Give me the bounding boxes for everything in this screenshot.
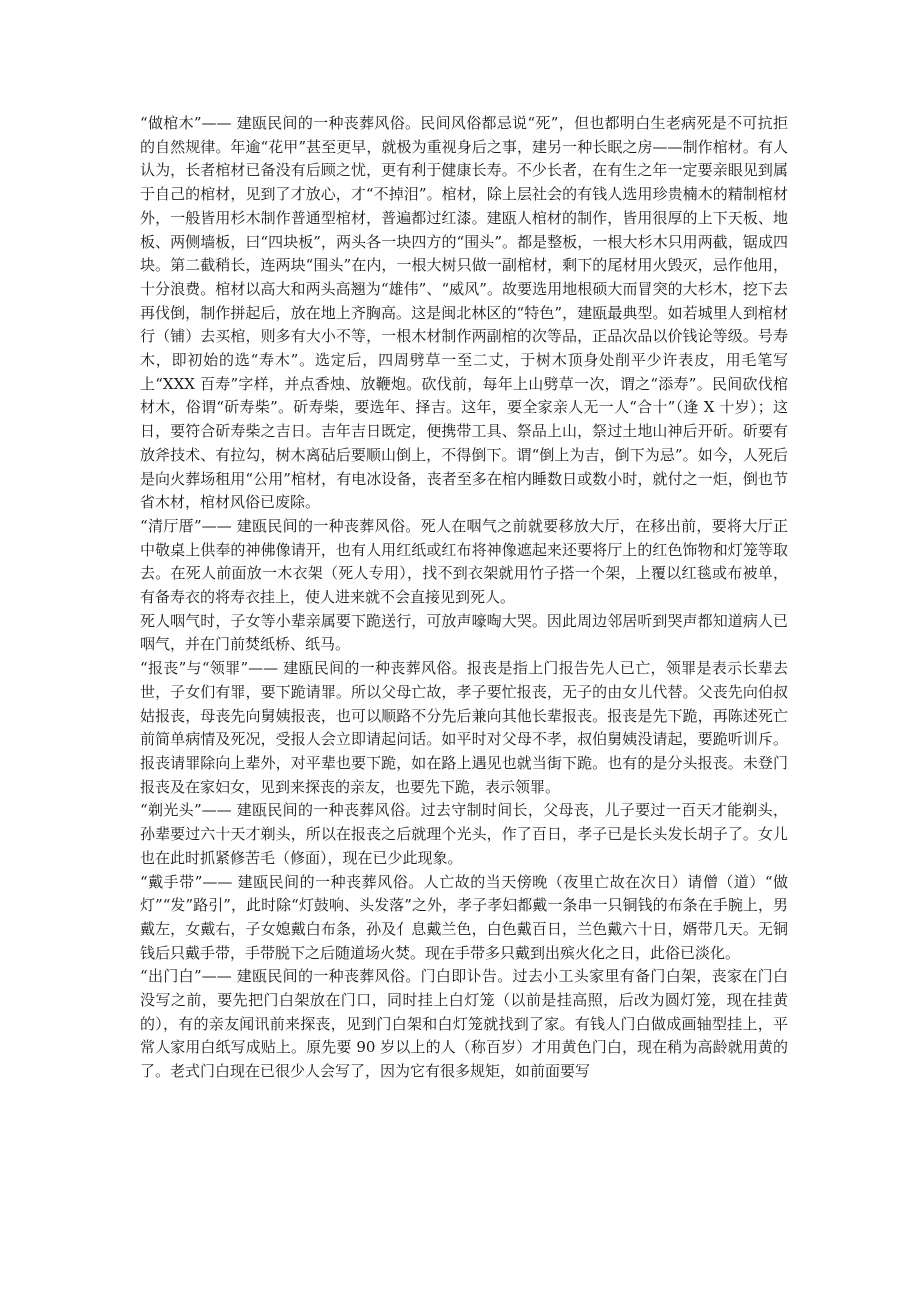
paragraph-chu-men-bai: “出门白”—— 建瓯民间的一种丧葬风俗。门白即讣告。过去小工头家里有备门白架，丧家在门白没写之前，要先把门白架放在门口，同时挂上白灯笼（以前是挂高照，后改为圆灯笼，现在挂黄的），有的亲友闻讯前来探丧，见到门白架和白灯笼就找到了家。有钱人门白做成画轴型挂上，平常人家用白纸写成贴上。原先要 90 岁以上的人（称百岁）才用黄色门白，现在稍为高龄就用黄的了。老式门白现在已很少人会写了，因为它有很多规矩，如前面要写 (140, 967, 788, 1081)
document-body (140, 112, 788, 1084)
paragraph-death-moment: 死人咽气时，子女等小辈亲属要下跪送行，可放声嚎啕大哭。因此周边邻居听到哭声都知道病人已咽气，并在门前焚纸桥、纸马。 (140, 611, 788, 654)
paragraph-zuo-guan-mu: “做棺木”—— 建瓯民间的一种丧葬风俗。民间风俗都忌说“死”，但也都明白生老病死是不可抗拒的自然规律。年逾“花甲”甚至更早，就极为重视身后之事，建另一种长眠之房——制作棺材。有人认为，长者棺材已备没有后顾之忧，更有利于健康长寿。不少长者，在有生之年一定要亲眼见到属于自己的棺材，见到了才放心，才“不掉泪”。棺材，除上层社会的有钱人选用珍贵楠木的精制棺材外，一般皆用杉木制作普通型棺材，普遍都过红漆。建瓯人棺材的制作，皆用很厚的上下天板、地板、两侧墙板，曰“四块板”，两头各一块四方的“围头”。都是整板，一根大杉木只用两截，锯成四块。第二截稍长，连两块“围头”在内，一根大树只做一副棺材，剩下的尾材用火毁灭，忌作他用，十分浪费。棺材以高大和两头高翘为“雄伟”、“威风”。故要选用地根硕大而冒突的大杉木，挖下去再伐倒，制作拼起后，放在地上齐胸高。这是闽北林区的“特色”，建瓯最典型。如若城里人到棺材行（铺）去买棺，则多有大小不等，一根木材制作两副棺的次等品，正品次品以价钱论等级。号寿木，即初始的选“寿木”。选定后，四周劈草一至二丈，于树木顶身处削平少许表皮，用毛笔写上“XXX 百寿”字样，并点香烛、放鞭炮。砍伐前，每年上山劈草一次，谓之“添寿”。民间砍伐棺材木，俗谓“斫寿柴”。斫寿柴，要选年、择吉。这年，要全家亲人无一人“合十”（逢 X 十岁）；这日，要符合斫寿柴之吉日。吉年吉日既定，便携带工具、祭品上山，祭过土地山神后开斫。斫要有放斧技术、有拉勾，树木离砧后要顺山倒上，不得倒下。谓“倒上为吉，倒下为忌”。如今，人死后是向火葬场租用“公用”棺材，有电冰设备，丧者至多在棺内睡数日或数小时，就付之一炬，倒也节省木材，棺材风俗已废除。 (140, 114, 788, 512)
paragraph-qing-ting-cuo: “清厅厝”—— 建瓯民间的一种丧葬风俗。死人在咽气之前就要移放大厅，在移出前，要将大厅正中敬桌上供奉的神佛像请开，也有人用红纸或红布将神像遮起来还要将厅上的红色饰物和灯笼等取去。在死人前面放一木衣架（死人专用），找不到衣架就用竹子搭一个架，上覆以红毯或布被单，有备寿衣的将寿衣挂上，使人进来就不会直接见到死人。 (140, 516, 788, 607)
paragraph-ti-guang-tou: “剃光头”—— 建瓯民间的一种丧葬风俗。过去守制时间长，父母丧，儿子要过一百天才能剃头，孙辈要过六十天才剃头，所以在报丧之后就理个光头，作了百日，孝子已是长头发长胡子了。女儿也在此时抓紧修苦毛（修面），现在已少此现象。 (140, 801, 788, 867)
paragraph-bao-sang-ling-zui: “报丧”与“领罪”—— 建瓯民间的一种丧葬风俗。报丧是指上门报告先人已亡，领罪是表示长辈去世，子女们有罪，要下跪请罪。所以父母亡故，孝子要忙报丧，无子的由女儿代替。父丧先向伯叔姑报丧，母丧先向舅姨报丧，也可以顺路不分先后兼向其他长辈报丧。报丧是先下跪，再陈述死亡前简单病情及死况，受报人会立即请起问话。如平时对父母不孝，叔伯舅姨没请起，要跪听训斥。报丧请罪除向上辈外，对平辈也要下跪，如在路上遇见也就当街下跪。也有的是分头报丧。未登门报丧及在家妇女，见到来探丧的亲友，也要先下跪，表示领罪。 (140, 659, 788, 796)
paragraph-dai-shou-dai: “戴手带”—— 建瓯民间的一种丧葬风俗。人亡故的当天傍晚（夜里亡故在次日）请僧（道）“做灯”“发”路引”，此时除“灯鼓响、头发落”之外，孝子孝妇都戴一条串一只铜钱的布条在手腕上，男戴左，女戴右，子女媳戴白布条，孙及亻息戴兰色，白色戴百日，兰色戴六十日，婿带几天。无铜钱后只戴手带，手带脱下之后随道场火焚。现在手带多只戴到出殡火化之日，此俗已淡化。 (140, 872, 788, 962)
